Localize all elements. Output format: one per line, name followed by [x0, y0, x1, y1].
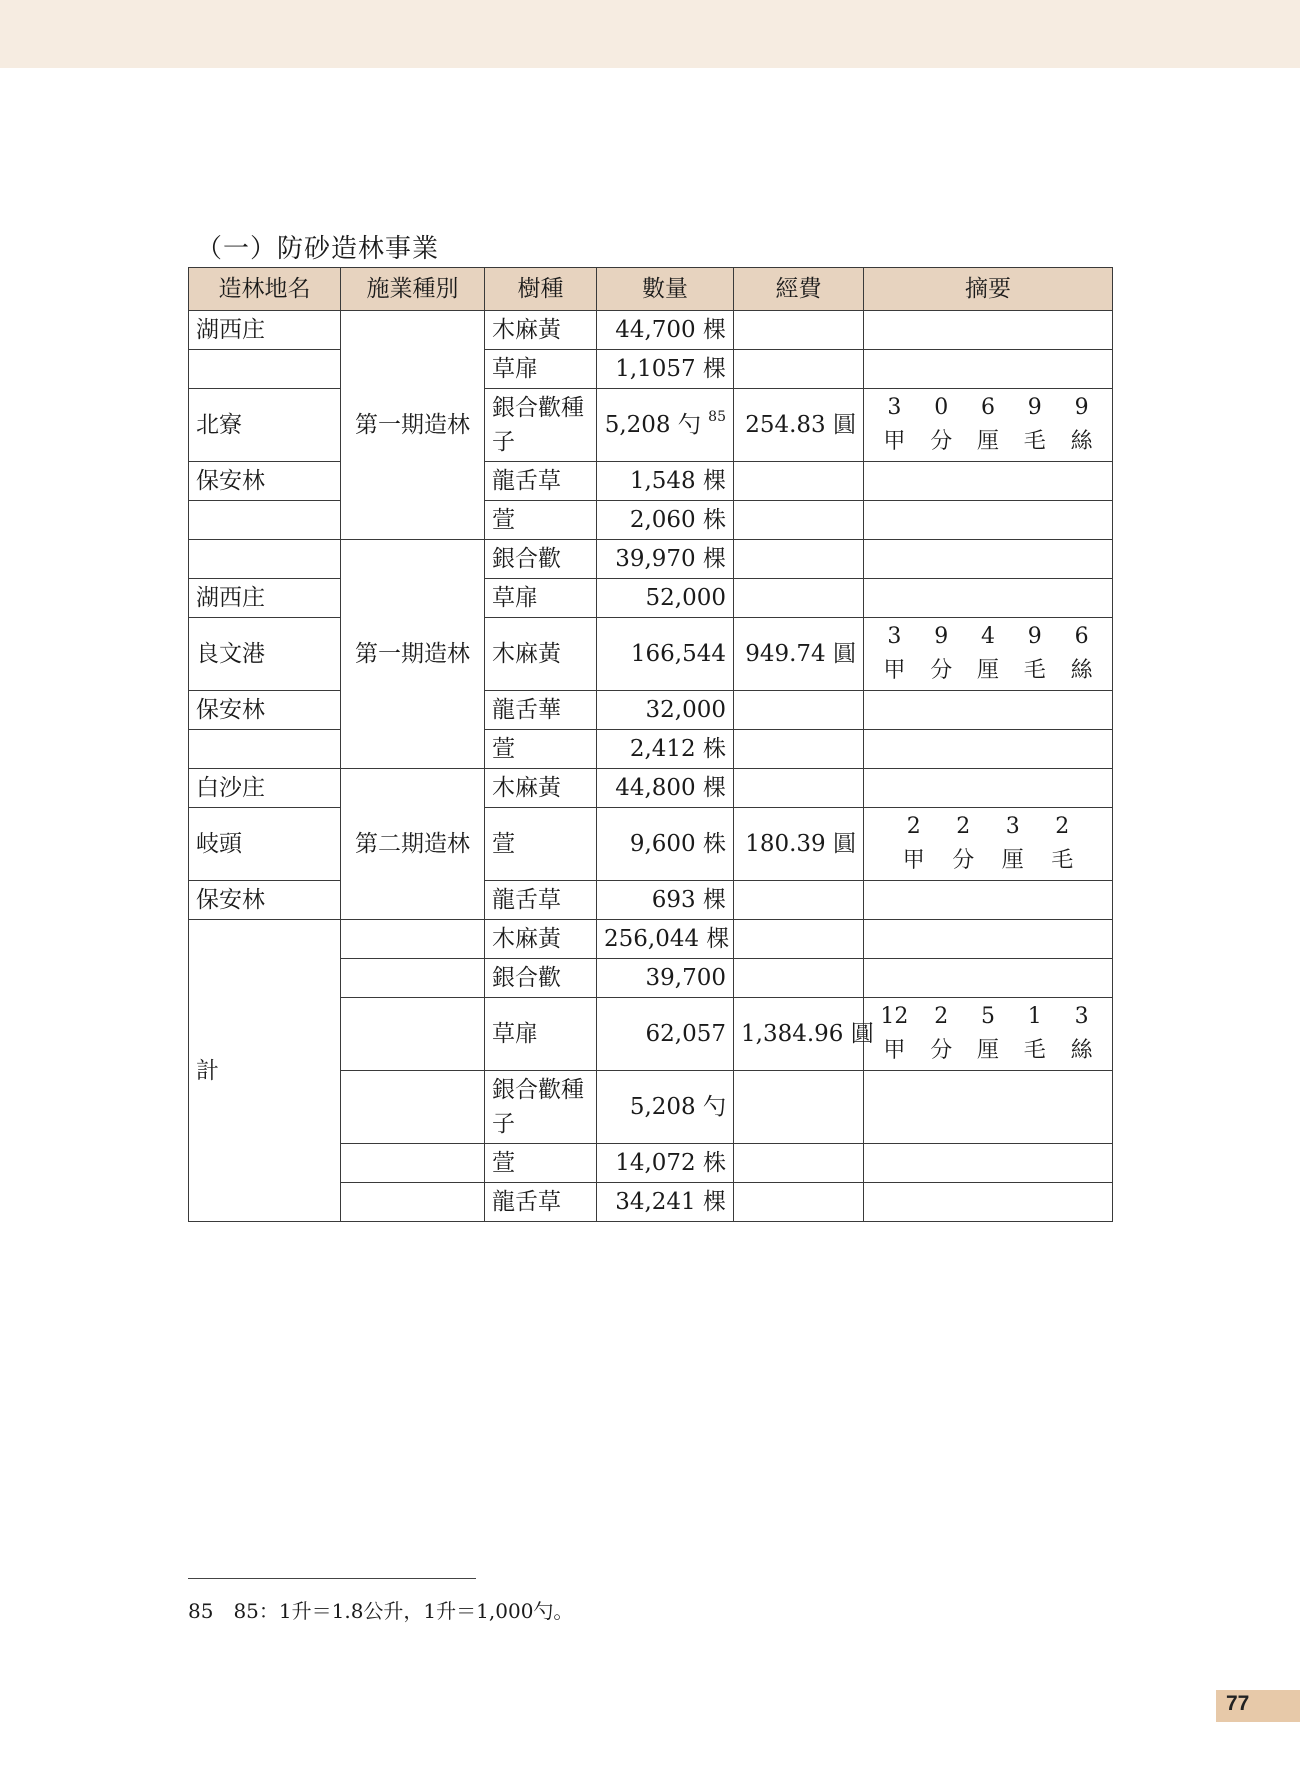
note-digit: 9: [934, 624, 949, 649]
note-unit: 甲: [883, 658, 906, 683]
table-row: [189, 618, 1113, 691]
note-unit: 甲: [883, 1038, 906, 1063]
note-digit: 3: [1005, 814, 1020, 839]
place-cell: 湖西庄: [189, 579, 341, 618]
cost-cell: [734, 920, 864, 959]
note-digit: 9: [1027, 624, 1042, 649]
note-digit: 12: [880, 1004, 909, 1029]
phase-cell: 第一期造林: [341, 311, 485, 540]
tree-cell: 龍舌草: [485, 881, 597, 920]
place-cell: 保安林: [189, 462, 341, 501]
note-cell: [864, 462, 1113, 501]
header-cost: 經費: [734, 268, 864, 311]
quantity-cell: 39,970 棵: [597, 540, 734, 579]
note-cell: [864, 579, 1113, 618]
cost-cell: [734, 1144, 864, 1183]
note-digit: 2: [934, 1004, 949, 1029]
quantity-cell: 44,800 棵: [597, 769, 734, 808]
quantity-cell: 52,000: [597, 579, 734, 618]
note-unit: 毛: [1023, 658, 1046, 683]
tree-cell: 銀合歡: [485, 959, 597, 998]
note-digit: 5: [980, 1004, 995, 1029]
phase-cell: [341, 959, 485, 998]
note-unit: 分: [930, 658, 953, 683]
table-row: [189, 769, 1113, 808]
place-cell: 良文港: [189, 618, 341, 691]
tree-cell: 萱: [485, 1144, 597, 1183]
tree-cell: 龍舌華: [485, 691, 597, 730]
note-unit: 毛: [1023, 429, 1046, 454]
note-unit: 毛: [1051, 848, 1074, 873]
quantity-cell: 9,600 株: [597, 808, 734, 881]
total-label-cell: 計: [189, 920, 341, 1222]
phase-cell: [341, 1144, 485, 1183]
note-digit: 6: [1074, 624, 1089, 649]
note-cell: [864, 311, 1113, 350]
quantity-cell: 32,000: [597, 691, 734, 730]
phase-cell: 第一期造林: [341, 540, 485, 769]
note-digit: 3: [887, 395, 902, 420]
note-cell: [864, 998, 1113, 1071]
quantity-cell: 34,241 棵: [597, 1183, 734, 1222]
cost-cell: [734, 350, 864, 389]
note-cell: [864, 881, 1113, 920]
place-cell: 保安林: [189, 691, 341, 730]
cost-cell: [734, 881, 864, 920]
cost-cell: [734, 959, 864, 998]
table-row: [189, 389, 1113, 462]
note-cell: [864, 618, 1113, 691]
note-unit: 厘: [1001, 848, 1024, 873]
tree-cell: 龍舌草: [485, 462, 597, 501]
note-digit: 0: [934, 395, 949, 420]
table-header-row: [189, 268, 1113, 311]
tree-cell: 萱: [485, 730, 597, 769]
place-cell: 白沙庄: [189, 769, 341, 808]
cost-cell: [734, 462, 864, 501]
cost-cell: [734, 579, 864, 618]
phase-cell: [341, 1183, 485, 1222]
place-cell: 北寮: [189, 389, 341, 462]
area-note: [871, 1000, 1105, 1068]
phase-cell: [341, 998, 485, 1071]
note-unit: 絲: [1070, 1038, 1093, 1063]
area-note: [871, 620, 1105, 688]
note-digit: 1: [1027, 1004, 1042, 1029]
place-cell: [189, 730, 341, 769]
quantity-cell: 44,700 棵: [597, 311, 734, 350]
table-row: [189, 730, 1113, 769]
note-unit: 分: [930, 1038, 953, 1063]
note-unit: 毛: [1023, 1038, 1046, 1063]
tree-cell: 草扉: [485, 998, 597, 1071]
note-unit: 厘: [976, 429, 999, 454]
header-phase: 施業種別: [341, 268, 485, 311]
place-cell: [189, 540, 341, 579]
tree-cell: 萱: [485, 501, 597, 540]
quantity-cell: 166,544: [597, 618, 734, 691]
footnote-text: 85：1升＝1.8公升，1升＝1,000勺。: [233, 1599, 574, 1623]
header-band: [0, 0, 1300, 68]
quantity-cell: 5,208 勺: [597, 1071, 734, 1144]
note-cell: [864, 1144, 1113, 1183]
phase-cell: [341, 920, 485, 959]
cost-cell: [734, 311, 864, 350]
cost-cell: [734, 501, 864, 540]
note-cell: [864, 730, 1113, 769]
note-unit: 分: [930, 429, 953, 454]
quantity-cell: 256,044 棵: [597, 920, 734, 959]
note-unit: 甲: [902, 848, 925, 873]
tree-cell: 銀合歡種子: [485, 1071, 597, 1144]
tree-cell: 草扉: [485, 579, 597, 618]
note-cell: [864, 1071, 1113, 1144]
note-digit: 3: [1074, 1004, 1089, 1029]
phase-cell: 第二期造林: [341, 769, 485, 920]
tree-cell: 木麻黃: [485, 920, 597, 959]
table-row: [189, 808, 1113, 881]
header-quantity: 數量: [597, 268, 734, 311]
note-digit: 2: [956, 814, 971, 839]
table-row: [189, 350, 1113, 389]
footnote: [188, 1595, 573, 1624]
note-cell: [864, 1183, 1113, 1222]
cost-cell: [734, 540, 864, 579]
quantity-cell: 62,057: [597, 998, 734, 1071]
note-cell: [864, 691, 1113, 730]
note-digit: 9: [1074, 395, 1089, 420]
tree-cell: 木麻黃: [485, 618, 597, 691]
note-digit: 2: [906, 814, 921, 839]
quantity-cell: 2,412 株: [597, 730, 734, 769]
cost-cell: [734, 730, 864, 769]
cost-cell: [734, 1071, 864, 1144]
table-row: [189, 691, 1113, 730]
tree-cell: 銀合歡: [485, 540, 597, 579]
table-row: [189, 920, 1113, 959]
table-row: [189, 311, 1113, 350]
footnote-ref: 85: [708, 409, 726, 425]
cost-cell: [734, 769, 864, 808]
place-cell: 岐頭: [189, 808, 341, 881]
header-note: 摘要: [864, 268, 1113, 311]
note-cell: [864, 769, 1113, 808]
note-cell: [864, 959, 1113, 998]
tree-cell: 草扉: [485, 350, 597, 389]
cost-cell: 949.74 圓: [734, 618, 864, 691]
note-cell: [864, 389, 1113, 462]
tree-cell: 木麻黃: [485, 311, 597, 350]
note-cell: [864, 808, 1113, 881]
quantity-cell: 39,700: [597, 959, 734, 998]
afforestation-table: [188, 267, 1113, 1222]
place-cell: [189, 350, 341, 389]
note-digit: 4: [980, 624, 995, 649]
table-row: [189, 579, 1113, 618]
header-tree: 樹種: [485, 268, 597, 311]
footnote-number: 85: [188, 1599, 214, 1623]
place-cell: 湖西庄: [189, 311, 341, 350]
phase-cell: [341, 1071, 485, 1144]
cost-cell: 1,384.96 圓: [734, 998, 864, 1071]
cost-cell: [734, 691, 864, 730]
quantity-cell: 14,072 株: [597, 1144, 734, 1183]
place-cell: 保安林: [189, 881, 341, 920]
cost-cell: 180.39 圓: [734, 808, 864, 881]
note-cell: [864, 920, 1113, 959]
note-unit: 分: [952, 848, 975, 873]
page-number: 77: [1226, 1692, 1250, 1715]
place-cell: [189, 501, 341, 540]
note-cell: [864, 501, 1113, 540]
quantity-cell: 693 棵: [597, 881, 734, 920]
table-row: [189, 501, 1113, 540]
table-row: [189, 462, 1113, 501]
note-digit: 9: [1027, 395, 1042, 420]
cost-cell: 254.83 圓: [734, 389, 864, 462]
note-unit: 厘: [976, 658, 999, 683]
quantity-cell: 1,548 棵: [597, 462, 734, 501]
note-unit: 甲: [883, 429, 906, 454]
quantity-cell: [597, 389, 734, 462]
note-cell: [864, 540, 1113, 579]
note-unit: 絲: [1070, 429, 1093, 454]
note-unit: 厘: [976, 1038, 999, 1063]
note-cell: [864, 350, 1113, 389]
tree-cell: 萱: [485, 808, 597, 881]
cost-cell: [734, 1183, 864, 1222]
quantity-value: 5,208 勺: [604, 412, 701, 438]
note-digit: 3: [887, 624, 902, 649]
tree-cell: 銀合歡種子: [485, 389, 597, 462]
note-digit: 6: [980, 395, 995, 420]
area-note: [871, 391, 1105, 459]
tree-cell: 龍舌草: [485, 1183, 597, 1222]
area-note: [871, 810, 1105, 878]
quantity-cell: 1,1057 棵: [597, 350, 734, 389]
note-unit: 絲: [1070, 658, 1093, 683]
quantity-cell: 2,060 株: [597, 501, 734, 540]
tree-cell: 木麻黃: [485, 769, 597, 808]
table-row: [189, 881, 1113, 920]
note-digit: 2: [1055, 814, 1070, 839]
section-title: （一）防砂造林事業: [196, 234, 440, 264]
table-row: [189, 540, 1113, 579]
footnote-divider: [188, 1578, 476, 1579]
header-place: 造林地名: [189, 268, 341, 311]
